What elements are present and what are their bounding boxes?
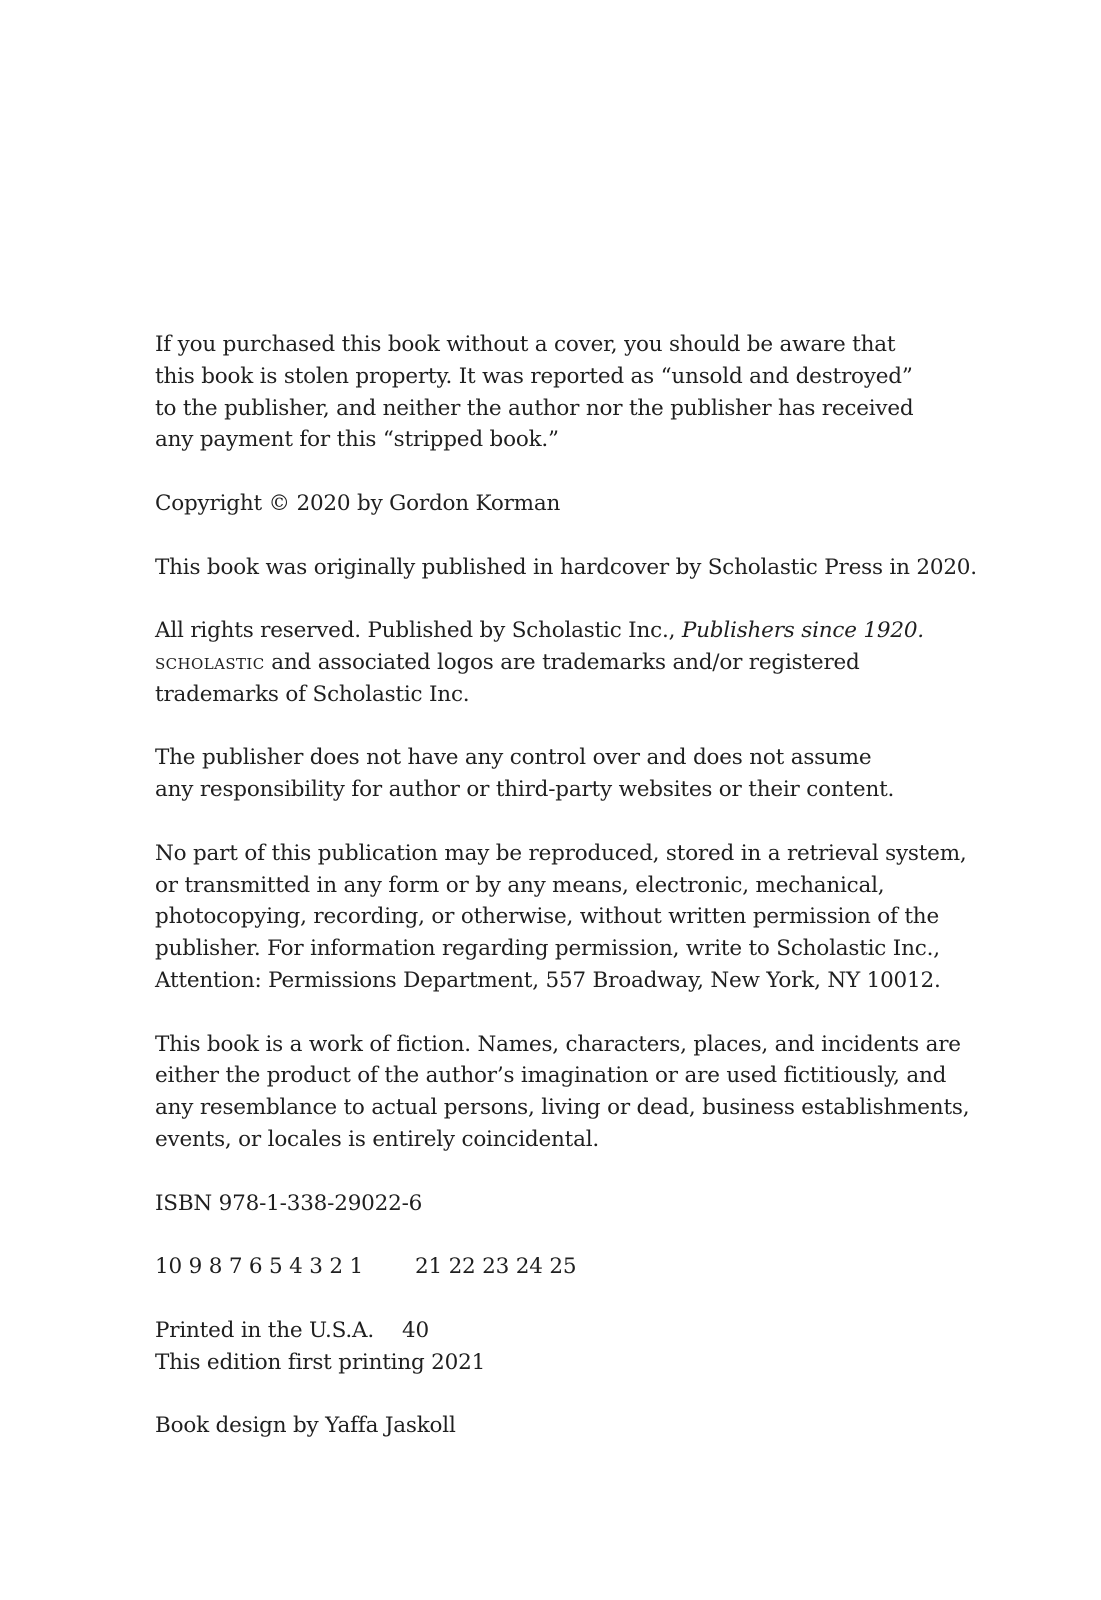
printing-years: 21 22 23 24 25 [414, 1254, 577, 1280]
isbn: ISBN 978-1-338-29022-6 [155, 1190, 423, 1216]
reproduction-line: No part of this publication may be reproduced, stored in a retrieval system, [155, 840, 967, 866]
rights-line [155, 647, 1055, 679]
notice-line: any payment for this “stripped book.” [155, 427, 559, 453]
printed-country-line [155, 1315, 1055, 1347]
reproduction-notice [155, 838, 1055, 997]
scholastic-trademark: scholastic [155, 649, 265, 675]
printer-key-line [155, 1251, 1055, 1283]
notice-line: If you purchased this book without a cover, you should be aware that [155, 332, 896, 357]
stripped-book-notice [155, 329, 1055, 456]
reproduction-line: or transmitted in any form or by any means, electronic, mechanical, [155, 872, 885, 898]
fiction-line: either the product of the author’s imagination or are used fictitiously, and [155, 1063, 947, 1089]
publisher-tagline: Publishers since 1920. [681, 618, 924, 644]
original-publication-line: This book was originally published in hardcover by Scholastic Press in 2020. [155, 554, 977, 580]
design-credit: Book design by Yaffa Jaskoll [155, 1413, 456, 1439]
notice-line: this book is stolen property. It was reported as “unsold and destroyed” [155, 363, 913, 389]
printer-key [155, 1251, 1055, 1283]
printing-numbers: 10 9 8 7 6 5 4 3 2 1 [155, 1254, 363, 1280]
rights-statement [155, 615, 1055, 710]
printer-code: 40 [401, 1317, 429, 1343]
fiction-line: any resemblance to actual persons, living or dead, business establishments, [155, 1095, 970, 1121]
rights-line: trademarks of Scholastic Inc. [155, 681, 470, 707]
copyright-notice [155, 488, 1055, 520]
fiction-line: This book is a work of fiction. Names, characters, places, and incidents are [155, 1031, 961, 1057]
trademark-text: and associated logos are trademarks and/or registered [264, 649, 860, 675]
printed-country: Printed in the U.S.A. [155, 1317, 374, 1343]
copyright-text-block [155, 329, 1055, 1474]
fiction-line: events, or locales is entirely coincidental. [155, 1126, 600, 1152]
reproduction-line: Attention: Permissions Department, 557 Broadway, New York, NY 10012. [155, 967, 941, 993]
copyright-line: Copyright © 2020 by Gordon Korman [155, 490, 561, 516]
fiction-disclaimer [155, 1029, 1055, 1156]
disclaimer-line: any responsibility for author or third-party websites or their content. [155, 777, 895, 803]
rights-prefix: All rights reserved. Published by Scholastic Inc., [155, 618, 682, 644]
design-credit-block [155, 1410, 1055, 1442]
third-party-disclaimer [155, 742, 1055, 806]
isbn-block [155, 1188, 1055, 1220]
reproduction-line: publisher. For information regarding permission, write to Scholastic Inc., [155, 936, 940, 962]
original-publication-note [155, 552, 1055, 584]
edition-line: This edition first printing 2021 [155, 1349, 486, 1375]
notice-line: to the publisher, and neither the author nor the publisher has received [155, 395, 914, 421]
printing-info [155, 1315, 1055, 1379]
reproduction-line: photocopying, recording, or otherwise, without written permission of the [155, 904, 939, 930]
disclaimer-line: The publisher does not have any control over and does not assume [155, 745, 872, 771]
rights-line [155, 615, 1055, 647]
